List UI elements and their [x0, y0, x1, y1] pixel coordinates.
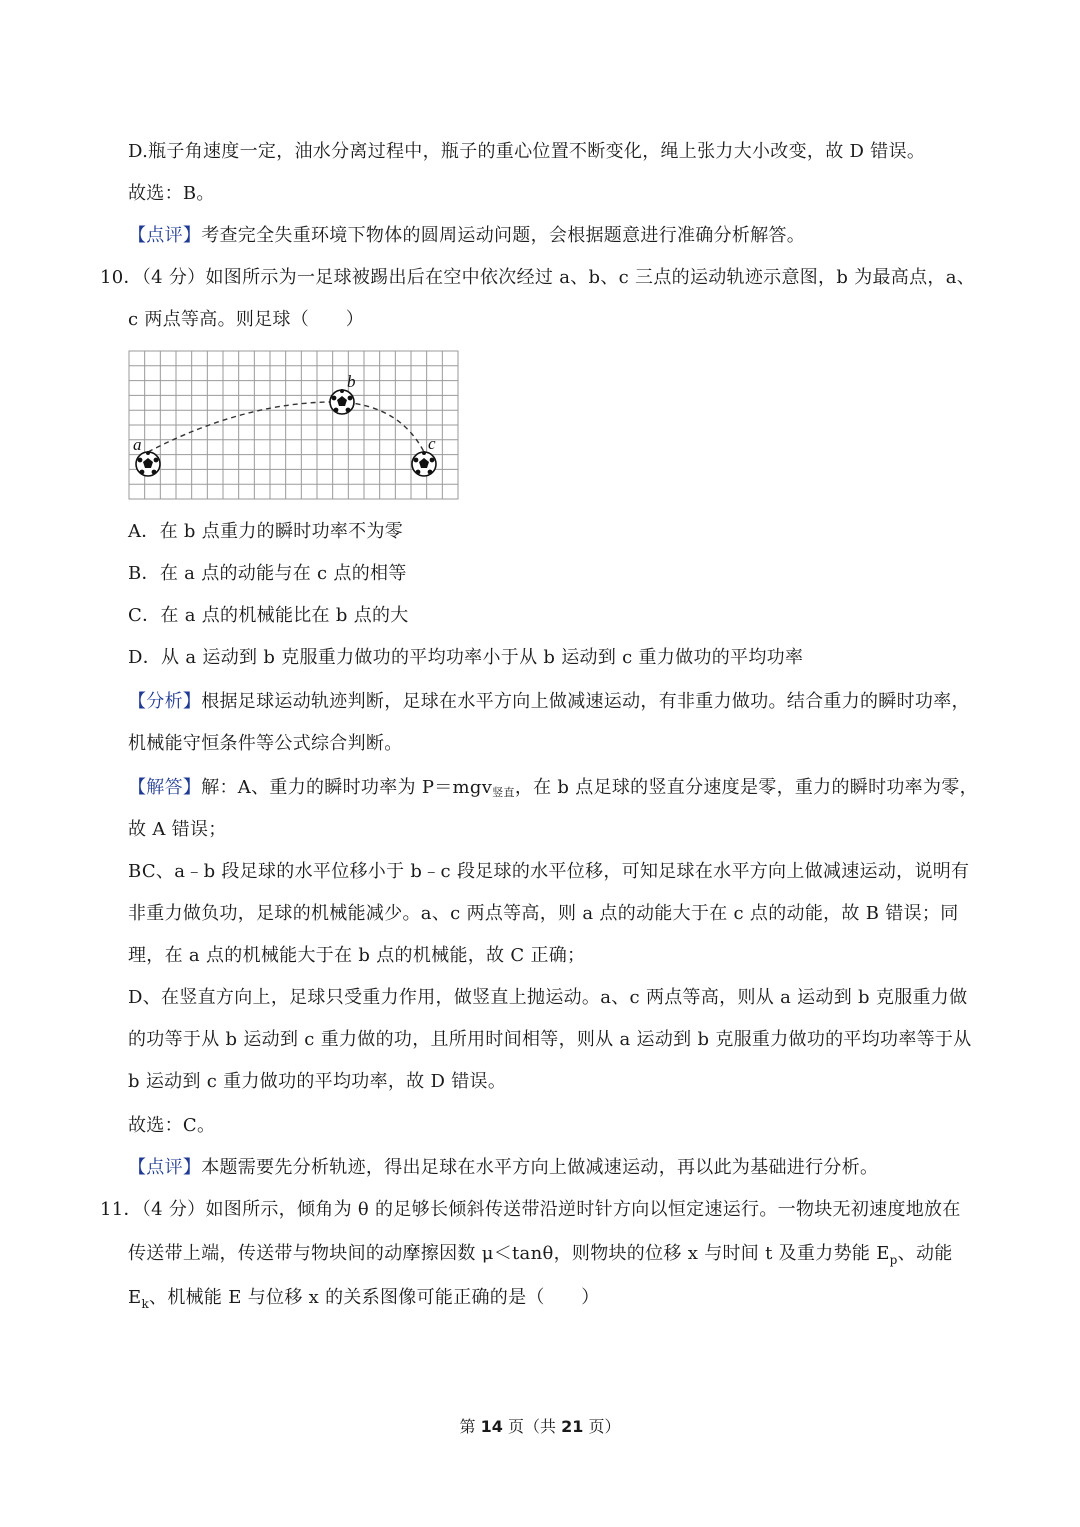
soccer-ball-c — [412, 451, 436, 476]
point-label-c: c — [428, 434, 436, 453]
q10-choice: 故选：C。 — [128, 1115, 216, 1136]
trajectory-figure — [128, 350, 460, 502]
q11-text-cont: 、动能 — [897, 1243, 953, 1264]
comment-text: 考查完全失重环境下物体的圆周运动问题，会根据题意进行准确分析解答。 — [201, 225, 806, 246]
option-b: B．在 a 点的动能与在 c 点的相等 — [128, 563, 407, 584]
option-a: A．在 b 点重力的瞬时功率不为零 — [128, 521, 404, 542]
soccer-ball-b — [330, 389, 354, 414]
point-label-b: b — [347, 372, 356, 391]
answer-text-cont: ，在 b 点足球的竖直分速度是零，重力的瞬时功率为零， — [514, 777, 978, 798]
q9-choice: 故选：B。 — [128, 183, 215, 204]
footer-suffix: 页） — [583, 1417, 621, 1436]
subscript-vertical: 竖直 — [492, 786, 515, 799]
answer-line-5: 理，在 a 点的机械能大于在 b 点的机械能，故 C 正确； — [128, 945, 586, 966]
q11-text-e: E — [128, 1287, 142, 1308]
answer-line-1 — [128, 776, 978, 802]
answer-line-7: 的功等于从 b 运动到 c 重力做的功，且所用时间相等，则从 a 运动到 b 克服重力做功的平均功率等于从 — [128, 1029, 972, 1050]
answer-line-2: 故 A 错误； — [128, 819, 227, 840]
option-c: C．在 a 点的机械能比在 b 点的大 — [128, 605, 409, 626]
q10-stem-line-2: c 两点等高。则足球（ ） — [128, 309, 365, 330]
option-d-explanation: D.瓶子角速度一定，油水分离过程中，瓶子的重心位置不断变化，绳上张力大小改变，故 D 错误。 — [128, 141, 926, 162]
analysis-line-1 — [128, 690, 970, 714]
analysis-tag: 【分析】 — [128, 691, 202, 712]
point-label-a: a — [133, 435, 142, 454]
footer-middle: 页（共 — [502, 1417, 562, 1436]
q11-text-cont2: 、机械能 E 与位移 x 的关系图像可能正确的是（ ） — [149, 1287, 600, 1308]
comment-tag: 【点评】 — [128, 1157, 202, 1178]
trajectory-diagram — [128, 350, 460, 502]
q9-comment — [128, 224, 805, 248]
page-footer — [0, 1416, 1080, 1438]
analysis-text: 根据足球运动轨迹判断，足球在水平方向上做减速运动，有非重力做功。结合重力的瞬时功率， — [201, 691, 970, 712]
comment-tag: 【点评】 — [128, 225, 202, 246]
soccer-ball-a — [136, 451, 160, 476]
comment-text: 本题需要先分析轨迹，得出足球在水平方向上做减速运动，再以此为基础进行分析。 — [201, 1157, 879, 1178]
footer-page-number: 14 — [480, 1417, 503, 1436]
answer-line-6: D、在竖直方向上，足球只受重力作用，做竖直上抛运动。a、c 两点等高，则从 a 运动到 b 克服重力做 — [128, 987, 968, 1008]
q11-stem-line-1: 11．（4 分）如图所示，倾角为 θ 的足够长倾斜传送带沿逆时针方向以恒定速运行。一物块无初速度地放在 — [100, 1199, 961, 1220]
answer-line-4: 非重力做负功，足球的机械能减少。a、c 两点等高，则 a 点的动能大于在 c 点的动能，故 B 错误；同 — [128, 903, 959, 924]
q10-stem-line-1: 10．（4 分）如图所示为一足球被踢出后在空中依次经过 a、b、c 三点的运动轨迹示意图，b 为最高点，a、 — [100, 267, 976, 288]
grid — [129, 351, 458, 499]
subscript-p: p — [889, 1253, 898, 1267]
analysis-line-2: 机械能守恒条件等公式综合判断。 — [128, 733, 403, 754]
answer-tag: 【解答】 — [128, 777, 202, 798]
answer-line-3: BC、a﹣b 段足球的水平位移小于 b﹣c 段足球的水平位移，可知足球在水平方向上做减速运动，说明有 — [128, 861, 970, 882]
answer-text: 解：A、重力的瞬时功率为 P＝mgv — [201, 777, 493, 798]
q11-stem-line-2 — [128, 1242, 953, 1267]
subscript-k: k — [141, 1297, 150, 1311]
footer-total-pages: 21 — [561, 1417, 584, 1436]
footer-prefix: 第 — [459, 1417, 481, 1436]
option-d: D．从 a 运动到 b 克服重力做功的平均功率小于从 b 运动到 c 重力做功的平均功率 — [128, 647, 804, 668]
answer-line-8: b 运动到 c 重力做功的平均功率，故 D 错误。 — [128, 1071, 507, 1092]
q11-text: 传送带上端，传送带与物块间的动摩擦因数 μ＜tanθ，则物块的位移 x 与时间 t 及重力势能 E — [128, 1243, 890, 1264]
q11-stem-line-3 — [128, 1286, 600, 1311]
q10-comment — [128, 1156, 878, 1180]
